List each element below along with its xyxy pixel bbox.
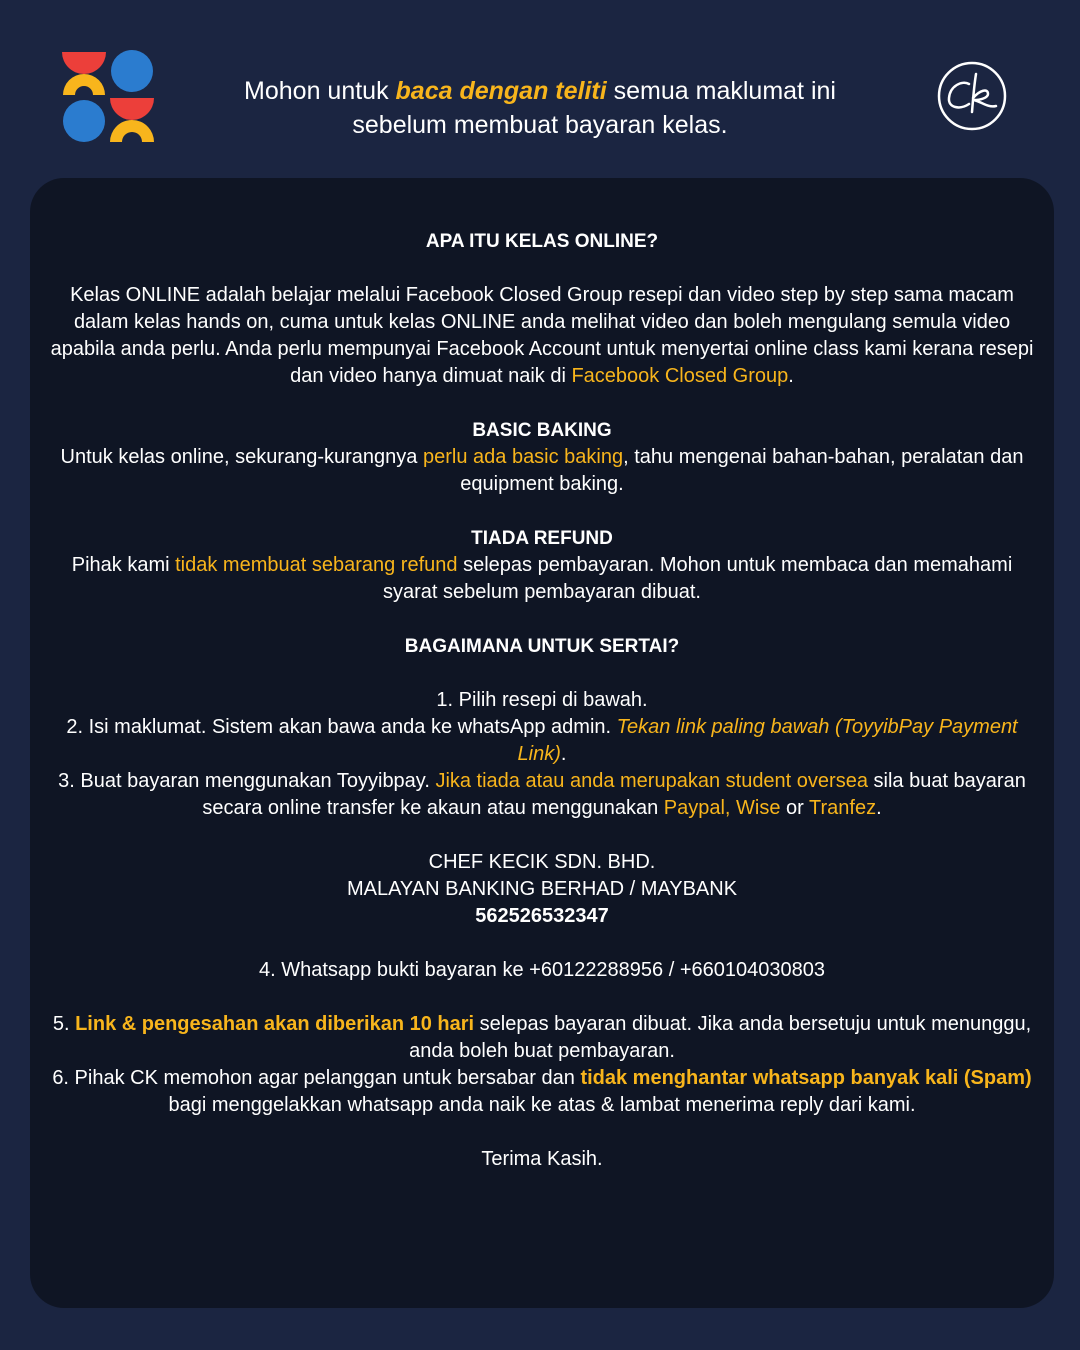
info-content <box>50 228 1034 1173</box>
step-6: 6. Pihak CK memohon agar pelanggan untuk bersabar dan tidak menghantar whatsapp banyak kali (Spam) <box>52 1067 1032 1089</box>
tranfez-highlight: Tranfez <box>809 797 877 819</box>
refund-description: Pihak kami tidak membuat sebarang refund selepas pembayaran. Mohon untuk membaca dan memahami syarat sebelum pembayaran dibuat. <box>71 554 1013 603</box>
header-line2: sebelum membuat bayaran kelas. <box>352 111 728 139</box>
ck-monogram-logo-icon <box>936 60 1008 132</box>
online-description: Kelas ONLINE adalah belajar melalui Facebook Closed Group resepi dan video step by step sama macam dalam kelas hands on, cuma untuk kelas ONLINE anda melihat video dan boleh mengulang semula video apabila anda perlu. Anda perlu mempunyai Facebook Account untuk menyertai online class kami kerana resepi dan video hanya dimuat naik di Facebook Closed Group. <box>50 284 1034 387</box>
header-line1-b: semua maklumat ini <box>606 77 836 105</box>
thanks-text: Terima Kasih. <box>481 1148 603 1170</box>
colorful-shapes-logo-icon <box>62 50 154 144</box>
section-title-online: APA ITU KELAS ONLINE? <box>425 231 659 252</box>
step-2: 2. Isi maklumat. Sistem akan bawa anda ke whatsApp admin. Tekan link paling bawah (ToyyibPay Payment Link). <box>66 716 1018 765</box>
link-confirmation-highlight: Link & pengesahan akan diberikan 10 hari <box>75 1013 475 1035</box>
step-5: 5. Link & pengesahan akan diberikan 10 hari selepas bayaran dibuat. Jika anda bersetuju untuk menunggu, <box>52 1013 1032 1035</box>
bank-company: CHEF KECIK SDN. BHD. <box>428 851 656 873</box>
step-3: 3. Buat bayaran menggunakan Toyyibpay. Jika tiada atau anda merupakan student oversea sila buat bayaran secara online transfer ke akaun atau menggunakan Paypal, Wise or Tranfez. <box>58 770 1026 819</box>
paypal-wise-highlight: Paypal, Wise <box>663 797 781 819</box>
basic-description: Untuk kelas online, sekurang-kurangnya perlu ada basic baking, tahu mengenai bahan-bahan, peralatan dan equipment baking. <box>60 446 1024 495</box>
no-spam-highlight: tidak menghantar whatsapp banyak kali (Spam) <box>580 1067 1032 1089</box>
payment-link-highlight: Tekan link paling bawah (ToyyibPay Payment Link) <box>517 716 1018 765</box>
step-6-continued: bagi menggelakkan whatsapp anda naik ke atas & lambat menerima reply dari kami. <box>168 1094 916 1116</box>
section-title-basic: BASIC BAKING <box>472 420 612 441</box>
oversea-highlight: Jika tiada atau anda merupakan student oversea <box>435 770 868 792</box>
step-4: 4. Whatsapp bukti bayaran ke +60122288956 / +660104030803 <box>258 959 825 981</box>
refund-highlight: tidak membuat sebarang refund <box>175 554 458 576</box>
section-title-join: BAGAIMANA UNTUK SERTAI? <box>404 636 680 657</box>
section-title-refund: TIADA REFUND <box>471 528 613 549</box>
header-notice <box>190 74 890 142</box>
basic-baking-highlight: perlu ada basic baking <box>422 446 624 468</box>
header-line1-a: Mohon untuk <box>244 77 396 105</box>
step-1: 1. Pilih resepi di bawah. <box>436 689 648 711</box>
bank-name: MALAYAN BANKING BERHAD / MAYBANK <box>346 878 738 900</box>
bank-account-number: 562526532347 <box>475 905 609 927</box>
facebook-group-highlight: Facebook Closed Group <box>571 365 789 387</box>
header-highlight: baca dengan teliti <box>395 77 607 105</box>
step-5-continued: anda boleh buat pembayaran. <box>409 1040 675 1062</box>
